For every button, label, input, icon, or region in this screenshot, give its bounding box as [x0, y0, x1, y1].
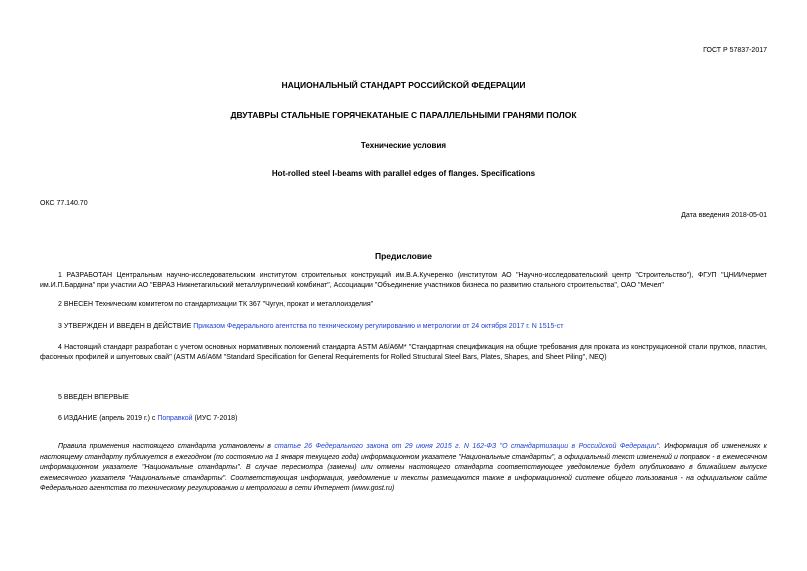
amendment-link[interactable]: Поправкой — [157, 415, 193, 422]
preface-heading: Предисловие — [374, 251, 433, 261]
note-text-suffix: . Информация об изменениях к настоящему стандарту публикуется в ежегодном (по состоянию на 1 января текущего года) информационном указателе "Национальные стандарты", а официальный текст изменений и поправок - в ежемесячном информационном указателе "Национальные стандарты". В случае пересмотра (замены) или отмены настоящего стандарта соответствующее уведомление будет опубликовано в ближайшем выпуске ежемесячного указателя "Национальные стандарты". Соответствующая информация, уведомление и тексты размещаются также в информационной системе общего пользования - на официальном сайте Федерального агентства по техническому регулированию и метрологии в сети Интернет (www.gost.ru) — [40, 443, 767, 492]
preface-item-3 — [40, 322, 767, 332]
oks-code: ОКС 77.140.70 — [40, 200, 88, 207]
document-title: ДВУТАВРЫ СТАЛЬНЫЕ ГОРЯЧЕКАТАНЫЕ С ПАРАЛЛЕЛЬНЫМИ ГРАНЯМИ ПОЛОК — [230, 110, 577, 120]
note-text-prefix: Правила применения настоящего стандарта установлены в — [58, 443, 275, 450]
preface-item-6 — [40, 414, 767, 424]
document-subtitle: Технические условия — [360, 141, 447, 150]
preface-item-6-text: 6 ИЗДАНИЕ (апрель 2019 г.) с — [58, 415, 158, 422]
federal-law-link[interactable]: статье 26 Федерального закона от 29 июня 2015 г. N 162-ФЗ "О стандартизации в Российской Федерации" — [274, 443, 660, 450]
application-rules-note — [40, 442, 767, 495]
document-code: ГОСТ Р 57837-2017 — [703, 47, 767, 54]
order-link[interactable]: Приказом Федерального агентства по техническому регулированию и метрологии от 24 октября 2017 г. N 1515-ст — [193, 323, 564, 330]
preface-item-5: 5 ВВЕДЕН ВПЕРВЫЕ — [58, 394, 129, 401]
preface-item-6-suffix: (ИУС 7-2018) — [192, 415, 238, 422]
preface-item-1: 1 РАЗРАБОТАН Центральным научно-исследовательским институтом строительных конструкций им.В.А.Кучеренко (институтом АО "Научно-исследовательский центр "Строительство"), ФГУП "ЦНИИчермет им.И.П.Бардина" при участии АО "ЕВРАЗ Нижнетагильский металлургический комбинат", Ассоциации "Объединение участников бизнеса по развитию стального строительства", ОАО "Мечел" — [40, 272, 767, 289]
preface-item-4: 4 Настоящий стандарт разработан с учетом основных нормативных положений стандарта ASTM A6/A6M* "Стандартная спецификация на общие требования для проката из конструкционной стали прутков, пластин, фасонных профилей и шпунтовых свай" (ASTM A6/A6M "Standard Specification for General Requirements for Rolled Structural Steel Bars, Plates, Shapes, and Sheet Piling", NEQ) — [40, 344, 767, 361]
introduction-date: Дата введения 2018-05-01 — [681, 212, 767, 219]
standard-title: НАЦИОНАЛЬНЫЙ СТАНДАРТ РОССИЙСКОЙ ФЕДЕРАЦИИ — [281, 80, 526, 90]
preface-item-3-text: 3 УТВЕРЖДЕН И ВВЕДЕН В ДЕЙСТВИЕ — [58, 323, 194, 330]
preface-item-2: 2 ВНЕСЕН Техническим комитетом по стандартизации ТК 367 "Чугун, прокат и металлоизделия" — [58, 301, 374, 308]
english-title: Hot-rolled steel I-beams with parallel edges of flanges. Specifications — [271, 169, 536, 178]
